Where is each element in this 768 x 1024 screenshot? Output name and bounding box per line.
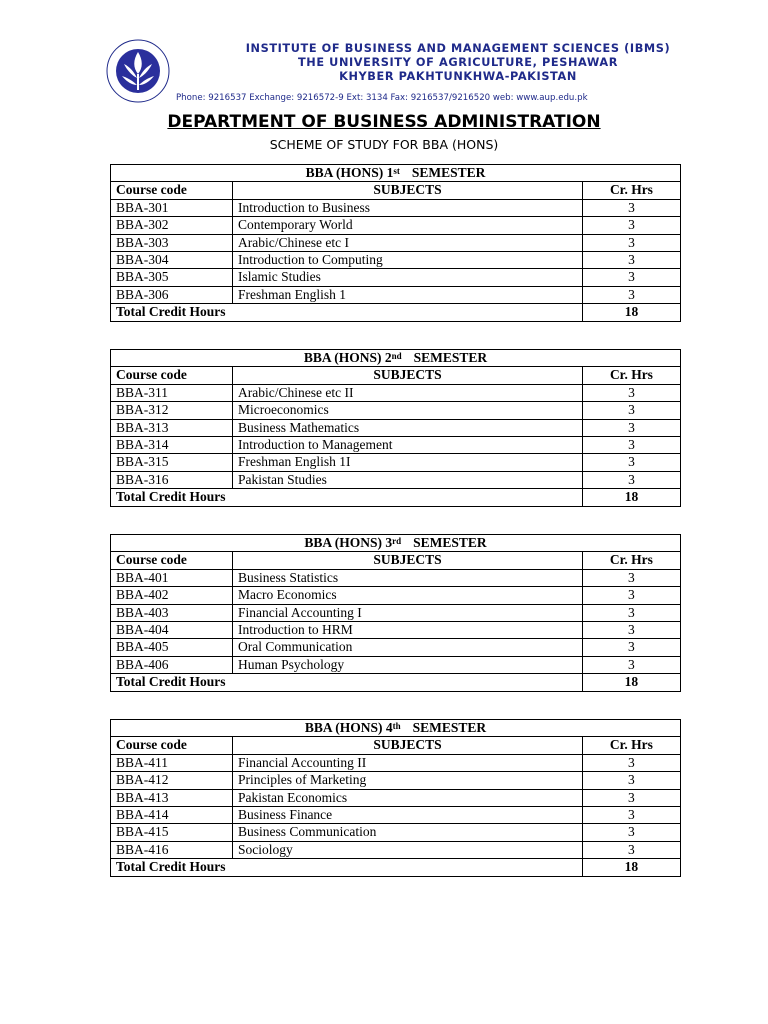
table-row [111, 754, 681, 771]
table-row [111, 402, 681, 419]
course-code: BBA-305 [111, 269, 233, 286]
institute-name [178, 42, 738, 84]
course-code: BBA-316 [111, 471, 233, 488]
course-credit-hours: 3 [582, 587, 680, 604]
course-code: BBA-406 [111, 656, 233, 673]
semester-title-suffix: SEMESTER [413, 535, 487, 550]
table-row [111, 569, 681, 586]
university-line: THE UNIVERSITY OF AGRICULTURE, PESHAWAR [297, 56, 619, 69]
table-row [111, 841, 681, 858]
course-credit-hours: 3 [582, 402, 680, 419]
course-code: BBA-304 [111, 252, 233, 269]
total-credit-hours: 18 [582, 304, 680, 321]
course-code: BBA-313 [111, 419, 233, 436]
total-label: Total Credit Hours [111, 304, 583, 321]
course-subject: Introduction to Management [233, 437, 583, 454]
letterhead [100, 38, 700, 108]
course-subject: Arabic/Chinese etc II [233, 384, 583, 401]
table-row [111, 471, 681, 488]
course-subject: Business Finance [233, 807, 583, 824]
course-code-header: Course code [111, 182, 233, 199]
table-row [111, 419, 681, 436]
course-code: BBA-402 [111, 587, 233, 604]
column-header-row [111, 367, 681, 384]
contact-info: Phone: 9216537 Exchange: 9216572-9 Ext: 3134 Fax: 9216537/9216520 web: www.aup.edu.pk [176, 93, 588, 103]
semester-title-prefix: BBA (HONS) 4 [304, 720, 393, 735]
total-row [111, 304, 681, 321]
table-row [111, 622, 681, 639]
course-code: BBA-306 [111, 286, 233, 303]
course-code: BBA-413 [111, 789, 233, 806]
table-row [111, 286, 681, 303]
course-credit-hours: 3 [582, 217, 680, 234]
semester-title [111, 535, 681, 552]
semester-table [110, 349, 681, 507]
semester-title-prefix: BBA (HONS) 3 [304, 535, 393, 550]
course-credit-hours: 3 [582, 639, 680, 656]
course-subject: Introduction to Business [233, 199, 583, 216]
course-code-header: Course code [111, 552, 233, 569]
course-subject: Islamic Studies [233, 269, 583, 286]
course-code: BBA-416 [111, 841, 233, 858]
course-credit-hours: 3 [582, 437, 680, 454]
course-credit-hours: 3 [582, 824, 680, 841]
course-code: BBA-312 [111, 402, 233, 419]
course-subject: Contemporary World [233, 217, 583, 234]
total-row [111, 674, 681, 691]
course-code: BBA-412 [111, 772, 233, 789]
course-code: BBA-411 [111, 754, 233, 771]
course-subject: Pakistan Studies [233, 471, 583, 488]
course-credit-hours: 3 [582, 569, 680, 586]
course-subject: Freshman English 1 [233, 286, 583, 303]
total-label: Total Credit Hours [111, 489, 583, 506]
table-row [111, 604, 681, 621]
table-row [111, 252, 681, 269]
table-row [111, 789, 681, 806]
table-row [111, 234, 681, 251]
table-row [111, 772, 681, 789]
course-subject: Pakistan Economics [233, 789, 583, 806]
course-code: BBA-415 [111, 824, 233, 841]
course-code: BBA-302 [111, 217, 233, 234]
course-credit-hours: 3 [582, 252, 680, 269]
credit-hours-header: Cr. Hrs [582, 737, 680, 754]
course-credit-hours: 3 [582, 471, 680, 488]
course-code: BBA-315 [111, 454, 233, 471]
course-subject: Business Statistics [233, 569, 583, 586]
course-subject: Financial Accounting I [233, 604, 583, 621]
course-subject: Introduction to HRM [233, 622, 583, 639]
subjects-header: SUBJECTS [233, 737, 583, 754]
column-header-row [111, 182, 681, 199]
course-credit-hours: 3 [582, 199, 680, 216]
course-subject: Freshman English 1I [233, 454, 583, 471]
semester-title-suffix: SEMESTER [411, 165, 486, 180]
semester-ordinal: th [392, 721, 401, 731]
course-credit-hours: 3 [582, 286, 680, 303]
total-credit-hours: 18 [582, 859, 680, 876]
table-row [111, 269, 681, 286]
course-subject: Microeconomics [233, 402, 583, 419]
subjects-header: SUBJECTS [233, 552, 583, 569]
course-code: BBA-403 [111, 604, 233, 621]
table-row [111, 437, 681, 454]
course-credit-hours: 3 [582, 772, 680, 789]
course-subject: Principles of Marketing [233, 772, 583, 789]
course-subject: Sociology [233, 841, 583, 858]
course-code-header: Course code [111, 367, 233, 384]
credit-hours-header: Cr. Hrs [582, 367, 680, 384]
course-subject: Financial Accounting II [233, 754, 583, 771]
course-credit-hours: 3 [582, 234, 680, 251]
course-subject: Oral Communication [233, 639, 583, 656]
course-credit-hours: 3 [582, 789, 680, 806]
subjects-header: SUBJECTS [233, 367, 583, 384]
semester-title-suffix: SEMESTER [412, 720, 487, 735]
course-credit-hours: 3 [582, 841, 680, 858]
subjects-header: SUBJECTS [233, 182, 583, 199]
semester-title-prefix: BBA (HONS) 1 [305, 165, 394, 180]
course-credit-hours: 3 [582, 604, 680, 621]
total-row [111, 859, 681, 876]
table-row [111, 199, 681, 216]
course-subject: Arabic/Chinese etc I [233, 234, 583, 251]
scheme-subtitle: SCHEME OF STUDY FOR BBA (HONS) [269, 137, 499, 152]
course-credit-hours: 3 [582, 454, 680, 471]
table-row [111, 454, 681, 471]
total-label: Total Credit Hours [111, 674, 583, 691]
institute-line: INSTITUTE OF BUSINESS AND MANAGEMENT SCIENCES (IBMS) [245, 42, 671, 55]
course-credit-hours: 3 [582, 754, 680, 771]
course-code-header: Course code [111, 737, 233, 754]
course-code: BBA-414 [111, 807, 233, 824]
course-code: BBA-314 [111, 437, 233, 454]
column-header-row [111, 552, 681, 569]
course-credit-hours: 3 [582, 656, 680, 673]
course-credit-hours: 3 [582, 269, 680, 286]
course-code: BBA-404 [111, 622, 233, 639]
credit-hours-header: Cr. Hrs [582, 182, 680, 199]
province-line: KHYBER PAKHTUNKHWA-PAKISTAN [339, 70, 577, 83]
semester-title-suffix: SEMESTER [413, 350, 488, 365]
table-row [111, 384, 681, 401]
semester-ordinal: rd [392, 536, 402, 546]
course-subject: Human Psychology [233, 656, 583, 673]
total-credit-hours: 18 [582, 489, 680, 506]
table-row [111, 217, 681, 234]
table-row [111, 824, 681, 841]
course-subject: Introduction to Computing [233, 252, 583, 269]
course-credit-hours: 3 [582, 419, 680, 436]
course-subject: Business Mathematics [233, 419, 583, 436]
table-row [111, 656, 681, 673]
course-code: BBA-301 [111, 199, 233, 216]
total-label: Total Credit Hours [111, 859, 583, 876]
credit-hours-header: Cr. Hrs [582, 552, 680, 569]
total-row [111, 489, 681, 506]
course-code: BBA-311 [111, 384, 233, 401]
university-logo-icon [100, 38, 176, 104]
semester-table [110, 164, 681, 322]
semester-title [111, 350, 681, 367]
table-row [111, 807, 681, 824]
course-credit-hours: 3 [582, 384, 680, 401]
course-credit-hours: 3 [582, 622, 680, 639]
semester-table [110, 719, 681, 877]
semester-ordinal: nd [391, 351, 402, 361]
total-credit-hours: 18 [582, 674, 680, 691]
table-row [111, 639, 681, 656]
semester-table [110, 534, 681, 692]
course-subject: Macro Economics [233, 587, 583, 604]
semester-ordinal: st [393, 166, 400, 176]
column-header-row [111, 737, 681, 754]
course-subject: Business Communication [233, 824, 583, 841]
course-credit-hours: 3 [582, 807, 680, 824]
department-title: DEPARTMENT OF BUSINESS ADMINISTRATION [167, 112, 601, 132]
course-code: BBA-303 [111, 234, 233, 251]
course-code: BBA-401 [111, 569, 233, 586]
semester-title-prefix: BBA (HONS) 2 [303, 350, 392, 365]
semester-title [111, 720, 681, 737]
semester-title [111, 165, 681, 182]
table-row [111, 587, 681, 604]
course-code: BBA-405 [111, 639, 233, 656]
